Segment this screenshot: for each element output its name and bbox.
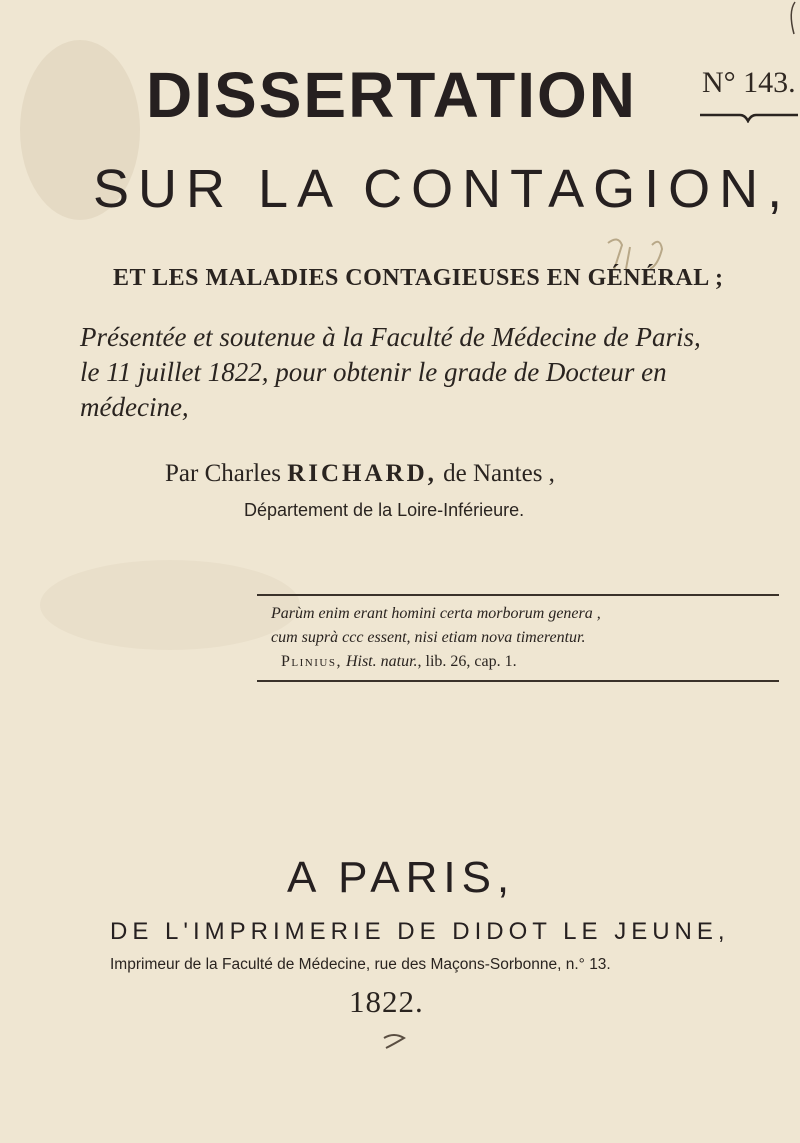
epigraph-line: cum suprà ccc essent, nisi etiam nova timerentur. xyxy=(271,629,586,646)
author-prefix: Par Charles xyxy=(165,460,281,487)
dissertation-title: DISSERTATION xyxy=(146,59,637,131)
presentation-line: médecine, xyxy=(80,392,189,422)
author-origin: de Nantes , xyxy=(443,460,555,487)
presentation-line: Présentée et soutenue à la Faculté de Médecine de Paris, xyxy=(80,322,701,352)
presentation-line: le 11 juillet 1822, pour obtenir le grade de Docteur en xyxy=(80,357,667,387)
page-corner-mark xyxy=(780,0,800,40)
epigraph-line: Parùm enim erant homini certa morborum genera , xyxy=(271,605,601,622)
epigraph-reference: , lib. 26, cap. 1. xyxy=(417,653,517,670)
imprint-year: 1822. xyxy=(349,984,424,1019)
epigraph xyxy=(271,602,741,674)
dissertation-subtitle: SUR LA CONTAGION, xyxy=(93,159,792,219)
thesis-number: N° 143. xyxy=(702,66,796,99)
imprint-address: Imprimeur de la Faculté de Médecine, rue des Maçons-Sorbonne, n.° 13. xyxy=(110,956,611,973)
epigraph-citation xyxy=(271,650,741,674)
epigraph-work: Hist. natur. xyxy=(345,653,418,670)
author-line xyxy=(165,460,555,488)
epigraph-bottom-rule xyxy=(257,680,779,682)
imprint-city: A PARIS, xyxy=(287,853,516,902)
epigraph-top-rule xyxy=(257,594,779,596)
subtitle-contagious-diseases: ET LES MALADIES CONTAGIEUSES EN GÉNÉRAL ; xyxy=(113,265,724,291)
paper-stain xyxy=(40,560,300,650)
imprint-printer: DE L'IMPRIMERIE DE DIDOT LE JEUNE, xyxy=(110,918,730,945)
author-name: RICHARD, xyxy=(287,460,437,487)
epigraph-author: Plinius, xyxy=(281,653,342,670)
number-underline-decoration xyxy=(700,109,798,123)
author-department: Département de la Loire-Inférieure. xyxy=(244,500,525,520)
presentation-statement xyxy=(80,320,720,425)
ornament-mark xyxy=(380,1030,410,1052)
